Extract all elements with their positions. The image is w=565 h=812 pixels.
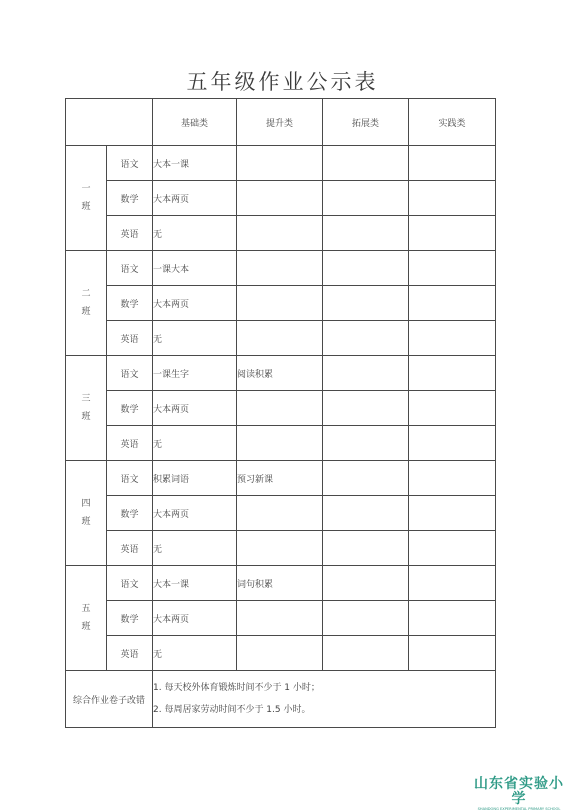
subject-cell: 英语 <box>107 636 153 671</box>
subject-cell: 数学 <box>107 496 153 531</box>
practice-cell <box>409 426 496 461</box>
extended-cell <box>323 531 409 566</box>
class-name-cell <box>66 461 107 566</box>
basic-cell: 大本两页 <box>153 601 237 636</box>
practice-cell <box>409 181 496 216</box>
extended-cell <box>323 461 409 496</box>
extended-cell <box>323 356 409 391</box>
basic-cell: 大本两页 <box>153 286 237 321</box>
extended-cell <box>323 391 409 426</box>
advanced-cell <box>237 601 323 636</box>
table-row <box>66 251 496 286</box>
basic-cell: 无 <box>153 636 237 671</box>
extended-cell <box>323 321 409 356</box>
class-name: 五班 <box>81 604 91 632</box>
extended-cell <box>323 251 409 286</box>
header-advanced: 提升类 <box>237 99 323 146</box>
subject-cell: 语文 <box>107 251 153 286</box>
class-name: 一班 <box>81 184 91 212</box>
practice-cell <box>409 146 496 181</box>
homework-table <box>65 98 496 728</box>
summary-line: 2. 每周居家劳动时间不少于 1.5 小时。 <box>153 705 311 715</box>
basic-cell: 大本两页 <box>153 181 237 216</box>
basic-cell: 无 <box>153 321 237 356</box>
table-row <box>66 181 496 216</box>
extended-cell <box>323 181 409 216</box>
advanced-cell <box>237 181 323 216</box>
advanced-cell <box>237 496 323 531</box>
table-row <box>66 426 496 461</box>
table-row <box>66 356 496 391</box>
class-name: 四班 <box>81 499 91 527</box>
class-name-cell <box>66 146 107 251</box>
table-row <box>66 496 496 531</box>
advanced-cell: 词句积累 <box>237 566 323 601</box>
basic-cell: 大本一课 <box>153 566 237 601</box>
subject-cell: 数学 <box>107 286 153 321</box>
advanced-cell <box>237 251 323 286</box>
summary-label: 综合作业卷子改错 <box>66 671 153 728</box>
header-practice: 实践类 <box>409 99 496 146</box>
page-title: 五年级作业公示表 <box>186 70 379 94</box>
class-name: 三班 <box>81 394 91 422</box>
practice-cell <box>409 216 496 251</box>
practice-cell <box>409 356 496 391</box>
table-row <box>66 286 496 321</box>
basic-cell: 积累词语 <box>153 461 237 496</box>
extended-cell <box>323 146 409 181</box>
basic-cell: 大本一课 <box>153 146 237 181</box>
subject-cell: 数学 <box>107 601 153 636</box>
table-row <box>66 146 496 181</box>
extended-cell <box>323 496 409 531</box>
class-name: 二班 <box>81 289 91 317</box>
basic-cell: 无 <box>153 216 237 251</box>
summary-line: 1. 每天校外体育锻炼时间不少于 1 小时； <box>153 683 320 693</box>
class-name-cell <box>66 356 107 461</box>
subject-cell: 语文 <box>107 566 153 601</box>
practice-cell <box>409 496 496 531</box>
practice-cell <box>409 286 496 321</box>
table-row <box>66 216 496 251</box>
extended-cell <box>323 566 409 601</box>
summary-cell <box>153 671 496 728</box>
table-row <box>66 391 496 426</box>
practice-cell <box>409 636 496 671</box>
basic-cell: 一课生字 <box>153 356 237 391</box>
header-extended: 拓展类 <box>323 99 409 146</box>
extended-cell <box>323 601 409 636</box>
table-row <box>66 636 496 671</box>
subject-cell: 数学 <box>107 391 153 426</box>
advanced-cell: 预习新课 <box>237 461 323 496</box>
subject-cell: 语文 <box>107 146 153 181</box>
summary-row <box>66 671 496 728</box>
class-name-cell <box>66 566 107 671</box>
subject-cell: 英语 <box>107 321 153 356</box>
basic-cell: 大本两页 <box>153 496 237 531</box>
table-row <box>66 601 496 636</box>
advanced-cell <box>237 146 323 181</box>
advanced-cell <box>237 531 323 566</box>
advanced-cell <box>237 286 323 321</box>
practice-cell <box>409 461 496 496</box>
practice-cell <box>409 391 496 426</box>
advanced-cell <box>237 426 323 461</box>
advanced-cell <box>237 321 323 356</box>
subject-cell: 语文 <box>107 461 153 496</box>
practice-cell <box>409 531 496 566</box>
header-corner-cell <box>66 99 153 146</box>
subject-cell: 英语 <box>107 531 153 566</box>
extended-cell <box>323 216 409 251</box>
logo-subtitle: SHANDONG EXPERIMENTAL PRIMARY SCHOOL <box>477 807 561 811</box>
advanced-cell: 阅读积累 <box>237 356 323 391</box>
table-row <box>66 531 496 566</box>
school-logo <box>474 777 564 812</box>
table-header-row <box>66 99 496 146</box>
extended-cell <box>323 286 409 321</box>
basic-cell: 一课大本 <box>153 251 237 286</box>
table-row <box>66 321 496 356</box>
basic-cell: 无 <box>153 426 237 461</box>
basic-cell: 无 <box>153 531 237 566</box>
subject-cell: 数学 <box>107 181 153 216</box>
practice-cell <box>409 251 496 286</box>
advanced-cell <box>237 216 323 251</box>
table-row <box>66 461 496 496</box>
basic-cell: 大本两页 <box>153 391 237 426</box>
table-row <box>66 566 496 601</box>
practice-cell <box>409 566 496 601</box>
header-basic: 基础类 <box>153 99 237 146</box>
subject-cell: 英语 <box>107 216 153 251</box>
extended-cell <box>323 636 409 671</box>
practice-cell <box>409 601 496 636</box>
subject-cell: 语文 <box>107 356 153 391</box>
advanced-cell <box>237 636 323 671</box>
extended-cell <box>323 426 409 461</box>
subject-cell: 英语 <box>107 426 153 461</box>
logo-text: 山东省实验小学 <box>474 776 564 807</box>
practice-cell <box>409 321 496 356</box>
advanced-cell <box>237 391 323 426</box>
class-name-cell <box>66 251 107 356</box>
